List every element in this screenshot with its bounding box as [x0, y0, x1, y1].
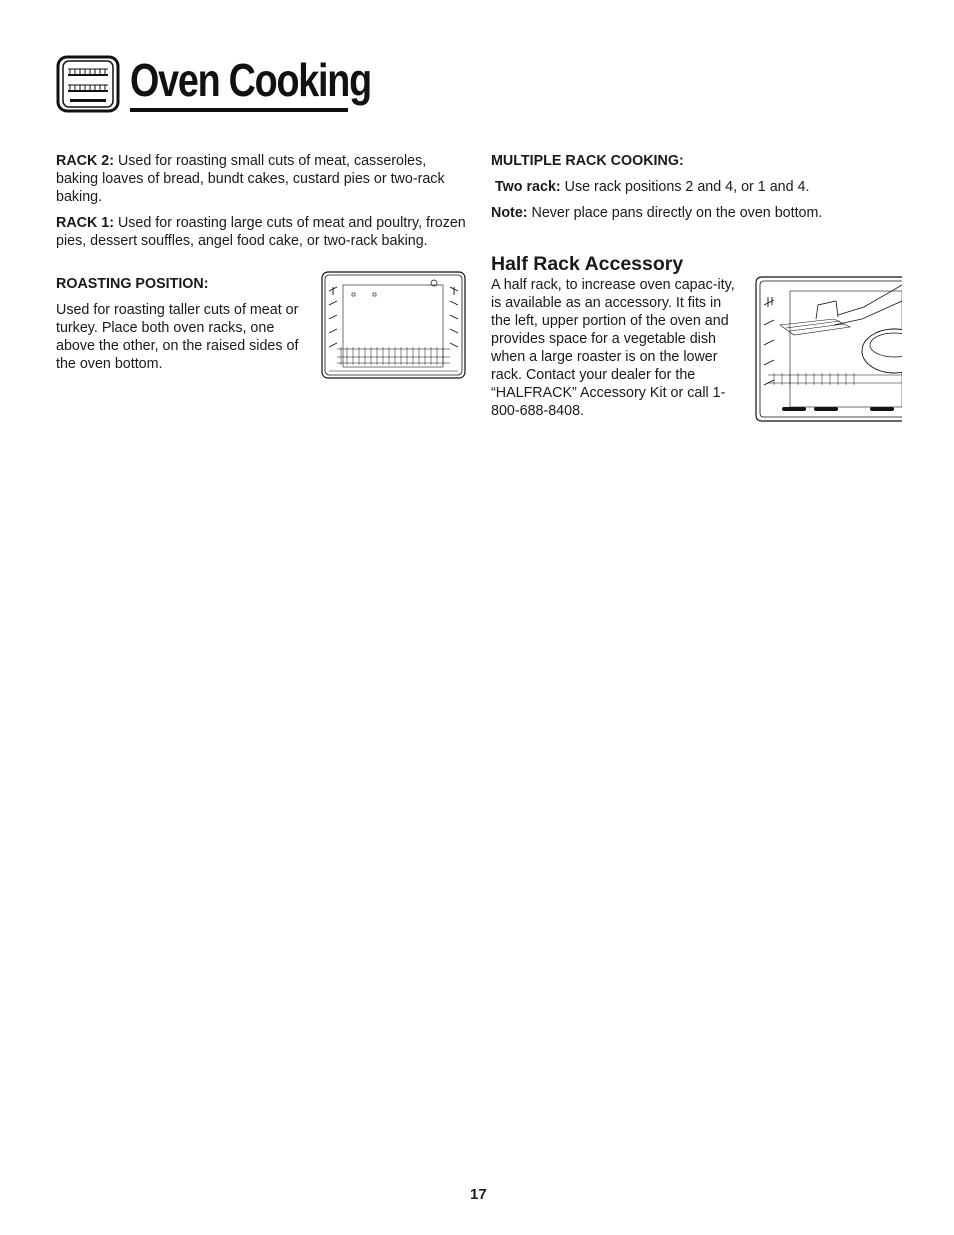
half-rack-illustration [754, 275, 902, 423]
note-label: Note: [491, 205, 528, 221]
note-paragraph [491, 204, 901, 222]
half-rack-paragraph: A half rack, to increase oven capac-ity, is available as an accessory. It fits in the left, upper portion of the oven and provides space for a vegetable dish when a large roaster is on the lower rack. Contact your dealer for the “HALFRACK” Accessory Kit or call 1-800-688-8408. [491, 277, 735, 419]
rack2-label: RACK 2: [56, 153, 114, 169]
two-rack-paragraph [495, 178, 895, 196]
two-rack-text: Use rack positions 2 and 4, or 1 and 4. [560, 179, 810, 195]
roasting-paragraph: Used for roasting taller cuts of meat or turkey. Place both oven racks, one above the other, on the raised sides of the oven bottom. [56, 302, 299, 372]
multiple-rack-heading: MULTIPLE RACK COOKING: [491, 153, 684, 169]
rack2-text: Used for roasting small cuts of meat, casseroles, baking loaves of bread, bundt cakes, custard pies or two-rack baking. [56, 153, 445, 205]
rack2-paragraph [56, 152, 466, 206]
note-text: Never place pans directly on the oven bottom. [527, 205, 823, 221]
rack1-paragraph [56, 214, 466, 250]
roasting-heading: ROASTING POSITION: [56, 276, 209, 292]
page-title: Oven Cooking [130, 54, 371, 106]
page-number: 17 [470, 1186, 487, 1203]
two-rack-label: Two rack: [495, 179, 561, 195]
rack1-text: Used for roasting large cuts of meat and poultry, frozen pies, dessert souffles, angel food cake, or two-rack baking. [56, 215, 466, 249]
title-underline [130, 108, 348, 112]
rack1-label: RACK 1: [56, 215, 114, 231]
oven-roasting-position-illustration [321, 271, 466, 379]
oven-icon [56, 55, 120, 113]
half-rack-heading: Half Rack Accessory [491, 253, 684, 275]
